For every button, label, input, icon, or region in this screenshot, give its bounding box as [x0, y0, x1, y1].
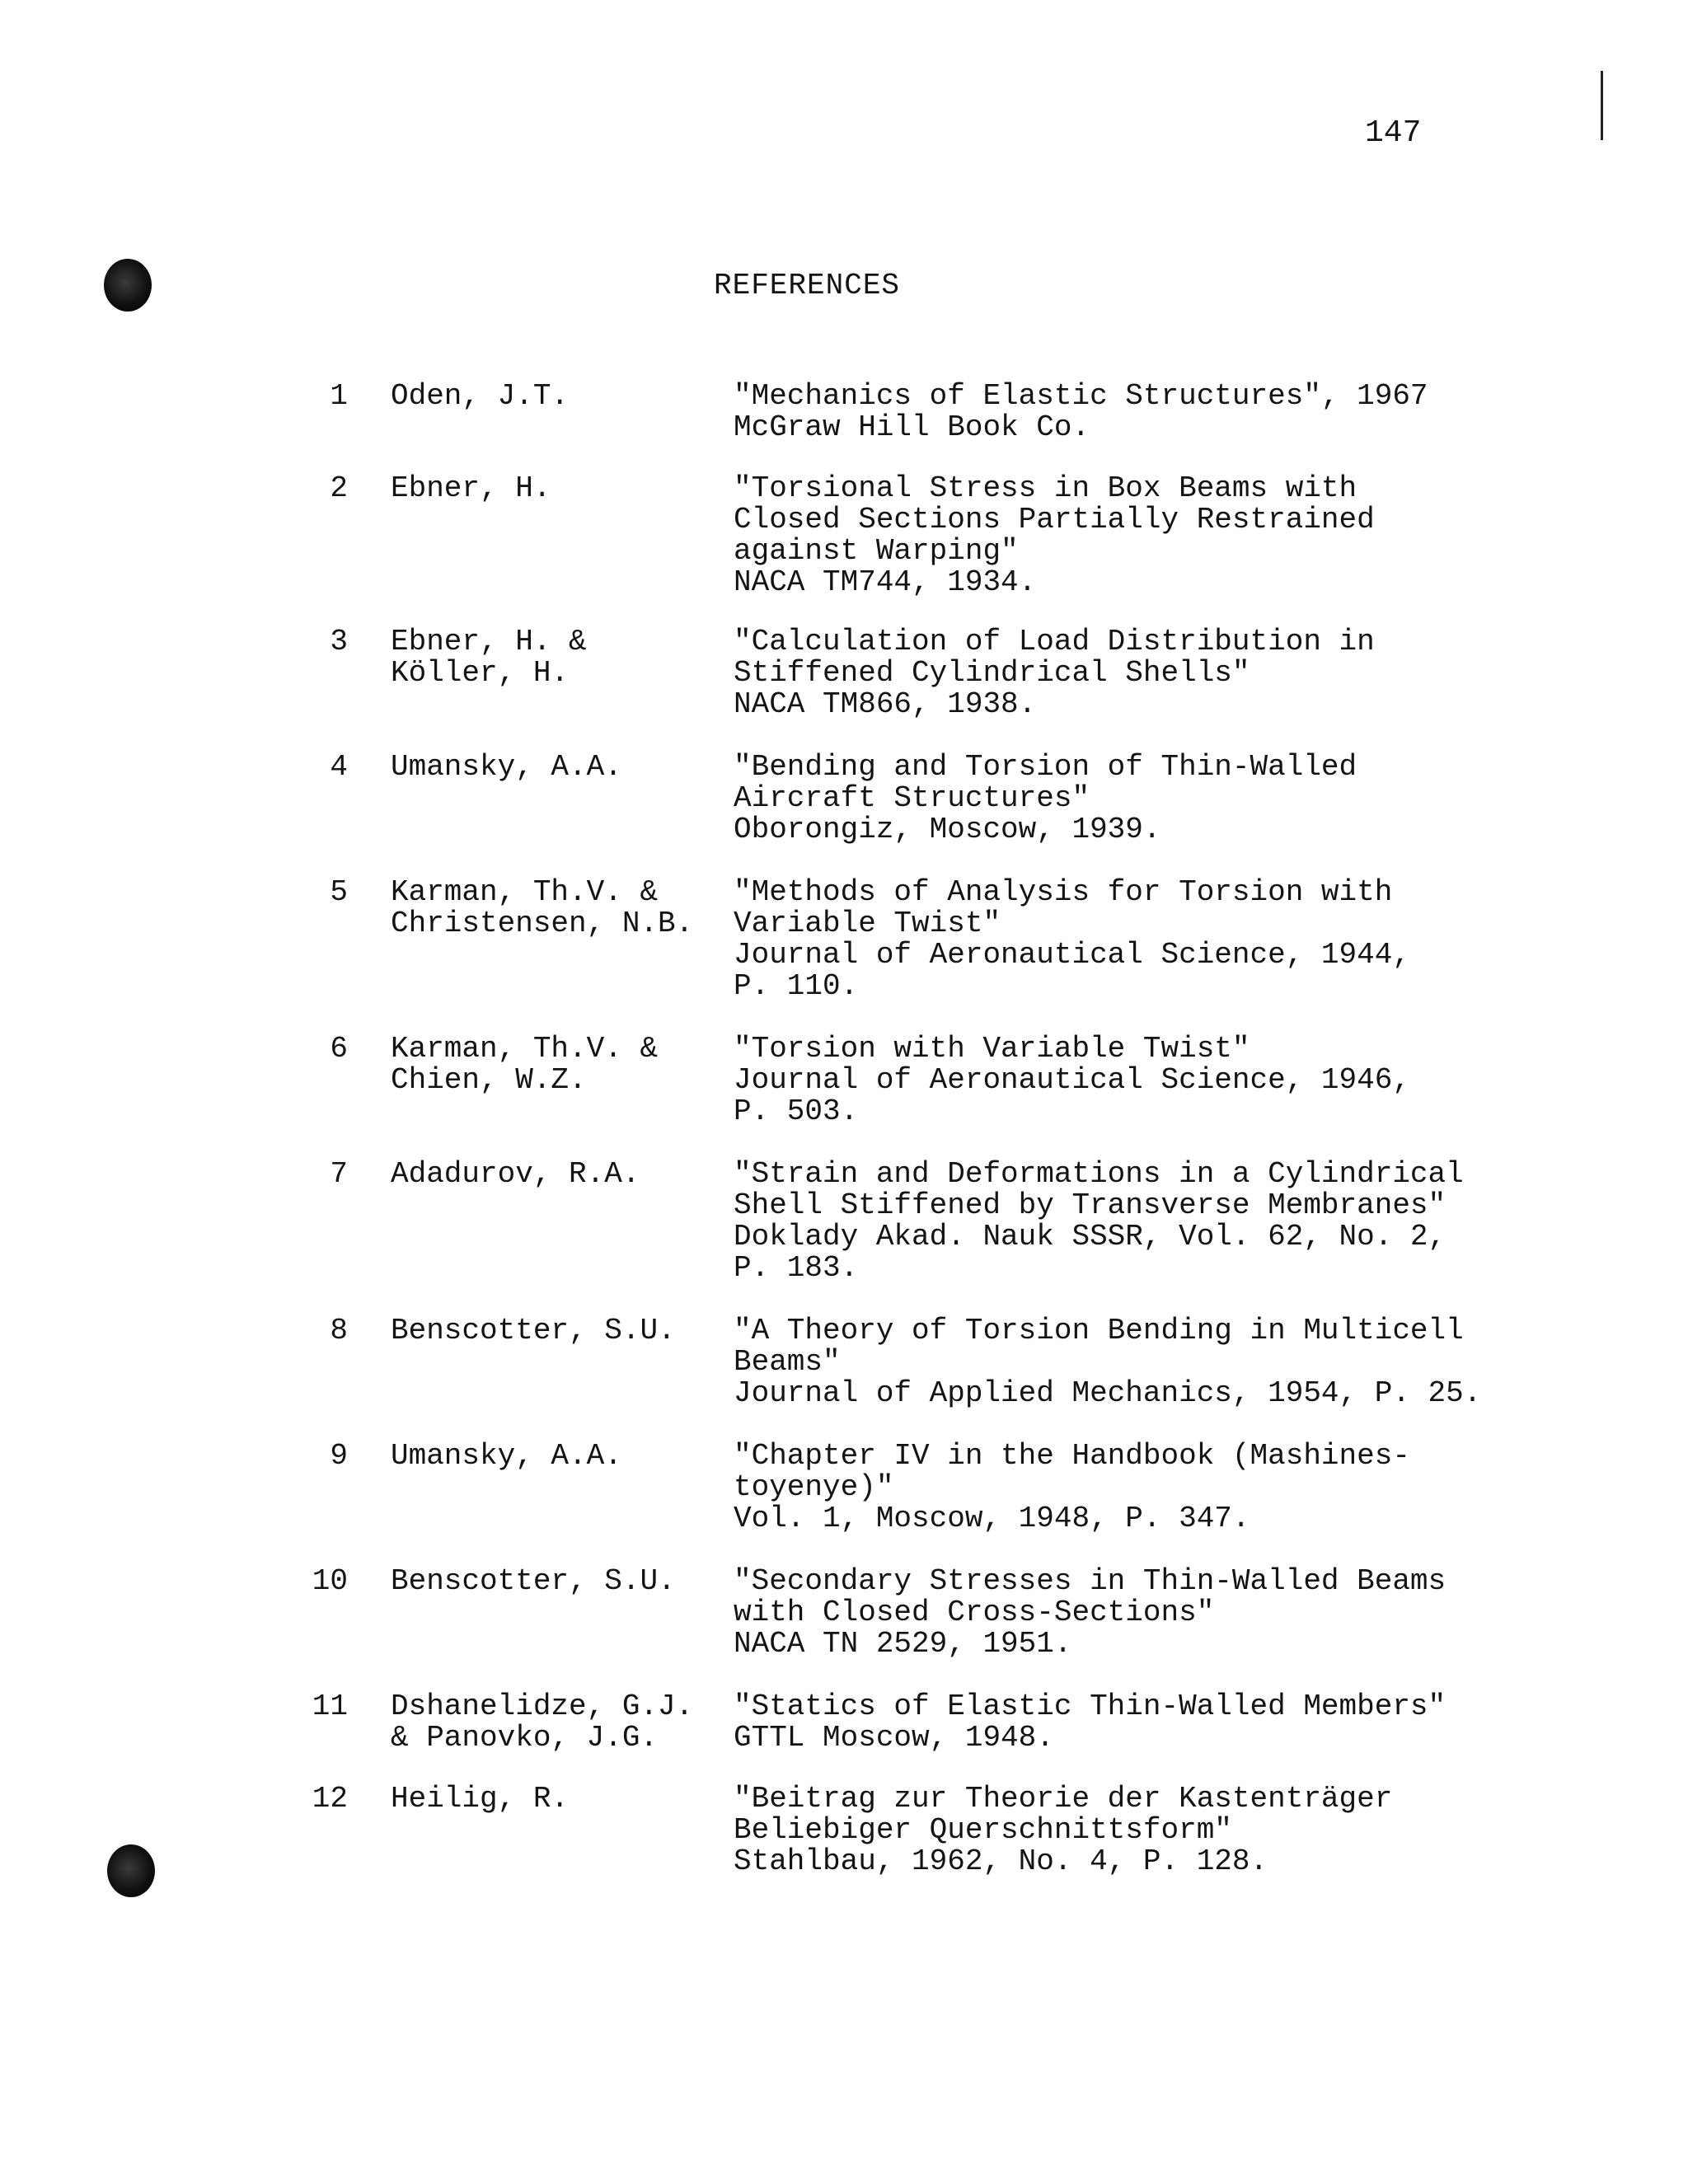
- page-edge-mark: [1601, 71, 1603, 140]
- reference-author: Benscotter, S.U.: [391, 1564, 676, 1598]
- references-heading: REFERENCES: [714, 269, 901, 302]
- reference-author: Karman, Th.V. & Chien, W.Z.: [391, 1032, 659, 1097]
- reference-number: 1: [330, 379, 348, 413]
- reference-citation: "Strain and Deformations in a Cylindrical Shell Stiffened by Transverse Membranes" Doklady Akad. Nauk SSSR, Vol. 62, No. 2, P. 183.: [734, 1157, 1464, 1285]
- reference-citation: "Beitrag zur Theorie der Kastenträger Beliebiger Querschnittsform" Stahlbau, 1962, No. 4, P. 128.: [734, 1782, 1393, 1878]
- reference-number: 5: [330, 875, 348, 909]
- reference-author: Umansky, A.A.: [391, 750, 622, 784]
- reference-author: Ebner, H. & Köller, H.: [391, 625, 587, 690]
- reference-citation: "A Theory of Torsion Bending in Multicell Beams" Journal of Applied Mechanics, 1954, P. 25.: [734, 1314, 1482, 1410]
- reference-citation: "Statics of Elastic Thin-Walled Members" GTTL Moscow, 1948.: [734, 1690, 1447, 1755]
- reference-number: 4: [330, 750, 348, 784]
- reference-citation: "Mechanics of Elastic Structures", 1967 McGraw Hill Book Co.: [734, 379, 1428, 444]
- punch-hole-icon: [104, 259, 152, 312]
- reference-number: 9: [330, 1439, 348, 1473]
- reference-author: Ebner, H.: [391, 471, 551, 505]
- reference-citation: "Bending and Torsion of Thin-Walled Aircraft Structures" Oborongiz, Moscow, 1939.: [734, 750, 1357, 846]
- reference-number: 3: [330, 625, 348, 658]
- reference-citation: "Methods of Analysis for Torsion with Variable Twist" Journal of Aeronautical Science, 1944, P. 110.: [734, 875, 1410, 1003]
- reference-author: Karman, Th.V. & Christensen, N.B.: [391, 875, 694, 940]
- reference-number: 11: [312, 1690, 348, 1723]
- reference-citation: "Chapter IV in the Handbook (Mashines- toyenye)" Vol. 1, Moscow, 1948, P. 347.: [734, 1439, 1410, 1535]
- reference-author: Oden, J.T.: [391, 379, 570, 413]
- reference-author: Dshanelidze, G.J. & Panovko, J.G.: [391, 1690, 694, 1755]
- reference-citation: "Torsion with Variable Twist" Journal of Aeronautical Science, 1946, P. 503.: [734, 1032, 1410, 1128]
- reference-number: 10: [312, 1564, 348, 1598]
- reference-number: 8: [330, 1314, 348, 1347]
- reference-author: Adadurov, R.A.: [391, 1157, 640, 1191]
- punch-hole-icon: [107, 1844, 155, 1897]
- page-number: 147: [1365, 115, 1422, 151]
- reference-number: 2: [330, 471, 348, 505]
- reference-author: Heilig, R.: [391, 1782, 570, 1816]
- reference-citation: "Calculation of Load Distribution in Stiffened Cylindrical Shells" NACA TM866, 1938.: [734, 625, 1375, 721]
- reference-author: Benscotter, S.U.: [391, 1314, 676, 1347]
- reference-number: 7: [330, 1157, 348, 1191]
- reference-citation: "Torsional Stress in Box Beams with Closed Sections Partially Restrained against Warping" NACA TM744, 1934.: [734, 471, 1375, 599]
- reference-number: 6: [330, 1032, 348, 1066]
- reference-number: 12: [312, 1782, 348, 1816]
- reference-author: Umansky, A.A.: [391, 1439, 622, 1473]
- reference-citation: "Secondary Stresses in Thin-Walled Beams with Closed Cross-Sections" NACA TN 2529, 1951.: [734, 1564, 1447, 1661]
